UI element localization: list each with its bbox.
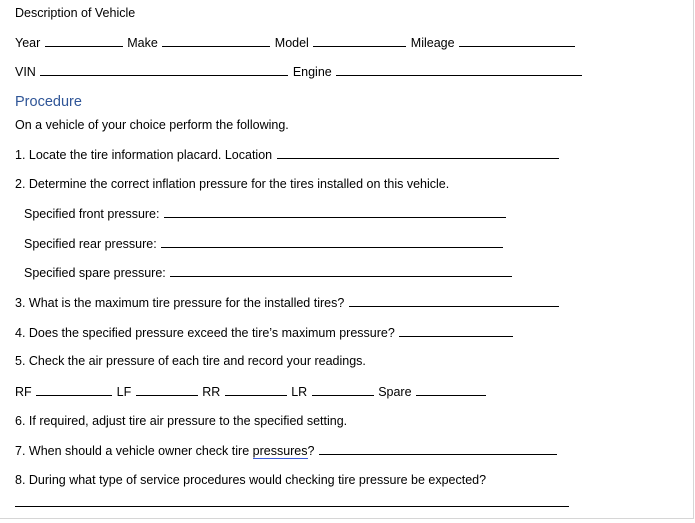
engine-label: Engine [292, 65, 332, 79]
mileage-field[interactable] [459, 35, 575, 47]
rear-pressure-field[interactable] [161, 236, 503, 248]
question-4-text: 4. Does the specified pressure exceed the tire’s maximum pressure? [15, 326, 395, 340]
question-7-suffix: ? [307, 444, 315, 458]
rear-pressure-label: Specified rear pressure: [24, 237, 157, 251]
description-title: Description of Vehicle [15, 6, 136, 20]
lr-field[interactable] [312, 384, 374, 396]
question-2: 2. Determine the correct inflation pressure for the tires installed on this vehicle. [15, 177, 450, 191]
vin-label: VIN [15, 65, 36, 79]
spare-label: Spare [378, 385, 412, 399]
procedure-intro: On a vehicle of your choice perform the following. [15, 118, 289, 132]
rr-label: RR [202, 385, 221, 399]
spare-pressure-field[interactable] [170, 265, 512, 277]
rear-pressure-row [24, 236, 504, 252]
question-5: 5. Check the air pressure of each tire and record your readings. [15, 354, 366, 368]
question-7 [15, 443, 558, 459]
vehicle-row-1 [15, 35, 576, 51]
engine-field[interactable] [336, 64, 582, 76]
location-field[interactable] [277, 147, 559, 159]
lf-label: LF [116, 385, 132, 399]
question-4 [15, 325, 514, 341]
mileage-label: Mileage [410, 36, 455, 50]
service-procedures-field[interactable] [15, 495, 569, 507]
question-1 [15, 147, 560, 163]
question-3 [15, 295, 560, 311]
vin-field[interactable] [40, 64, 288, 76]
make-label: Make [127, 36, 158, 50]
exceed-answer-field[interactable] [399, 325, 513, 337]
rf-field[interactable] [36, 384, 112, 396]
question-8: 8. During what type of service procedures would checking tire pressure be expected? [15, 473, 487, 487]
model-label: Model [274, 36, 309, 50]
front-pressure-row [24, 206, 507, 222]
check-timing-field[interactable] [319, 443, 557, 455]
rr-field[interactable] [225, 384, 287, 396]
lf-field[interactable] [136, 384, 198, 396]
lr-label: LR [291, 385, 308, 399]
spare-pressure-row [24, 265, 513, 281]
year-field[interactable] [45, 35, 123, 47]
year-label: Year [15, 36, 41, 50]
spare-field[interactable] [416, 384, 486, 396]
make-field[interactable] [162, 35, 270, 47]
front-pressure-field[interactable] [164, 206, 506, 218]
question-7-text: 7. When should a vehicle owner check tire [15, 444, 253, 458]
question-6: 6. If required, adjust tire air pressure to the specified setting. [15, 414, 348, 428]
vehicle-row-2 [15, 64, 583, 80]
question-3-text: 3. What is the maximum tire pressure for the installed tires? [15, 296, 345, 310]
rf-label: RF [15, 385, 32, 399]
front-pressure-label: Specified front pressure: [24, 207, 160, 221]
tire-readings-row [15, 384, 487, 400]
procedure-heading: Procedure [15, 94, 82, 110]
spare-pressure-label: Specified spare pressure: [24, 266, 166, 280]
max-pressure-field[interactable] [349, 295, 559, 307]
model-field[interactable] [313, 35, 406, 47]
question-7-flagged-word: pressures [252, 444, 308, 458]
question-1-text: 1. Locate the tire information placard. Location [15, 148, 273, 162]
